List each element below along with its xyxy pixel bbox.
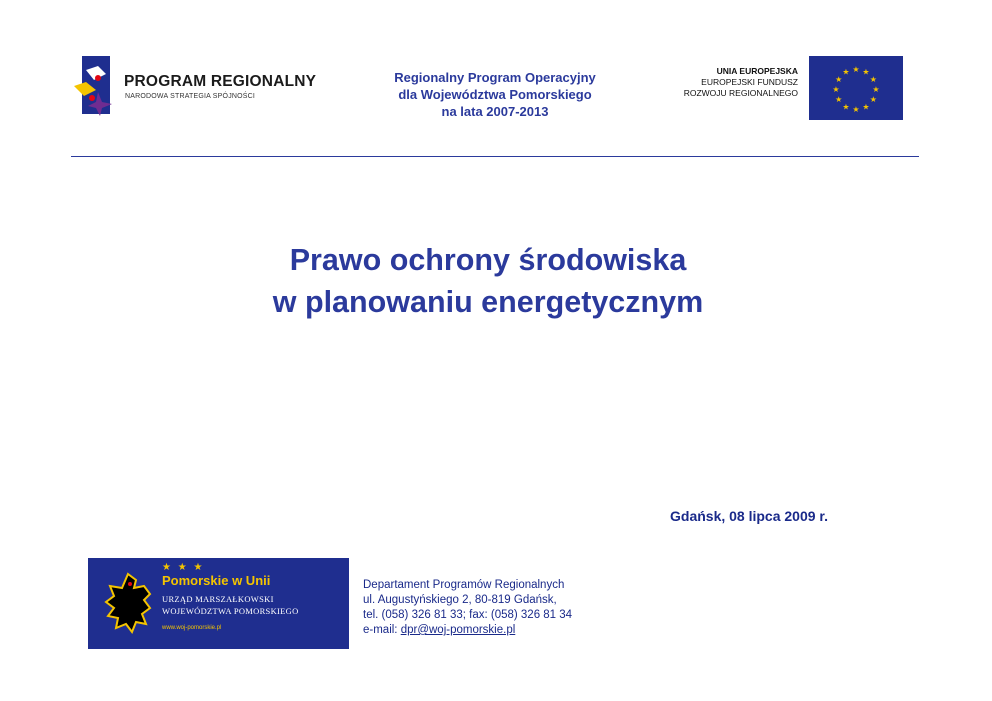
pomorskie-heading: Pomorskie w Unii — [162, 573, 271, 588]
eu-line-2: EUROPEJSKI FUNDUSZ — [701, 77, 798, 87]
eu-line-3: ROZWOJU REGIONALNEGO — [683, 88, 798, 98]
svg-text:★: ★ — [842, 102, 850, 112]
pomorskie-line-2: WOJEWÓDZTWA POMORSKIEGO — [162, 606, 299, 616]
contact-email-prefix: e-mail: — [363, 624, 401, 636]
svg-text:★: ★ — [852, 65, 860, 74]
presentation-date: Gdańsk, 08 lipca 2009 r. — [670, 508, 828, 524]
presentation-title — [0, 239, 976, 323]
pomorskie-line-1: URZĄD MARSZAŁKOWSKI — [162, 594, 274, 604]
svg-text:★: ★ — [835, 95, 843, 104]
svg-text:★: ★ — [869, 75, 877, 84]
contact-email-row — [363, 623, 572, 638]
svg-text:★: ★ — [852, 105, 860, 114]
svg-text:★: ★ — [832, 85, 840, 94]
program-logo-subtitle: NARODOWA STRATEGIA SPÓJNOŚCI — [125, 93, 256, 100]
pomorskie-logo — [88, 558, 349, 649]
svg-text:★: ★ — [862, 102, 870, 112]
contact-address: ul. Augustyńskiego 2, 80-819 Gdańsk, — [363, 594, 557, 606]
program-regionalny-emblem-icon — [72, 52, 114, 118]
contact-email-link[interactable]: dpr@woj-pomorskie.pl — [400, 624, 516, 636]
contact-block — [363, 578, 572, 638]
title-line-2: w planowaniu energetycznym — [272, 285, 704, 319]
griffin-crest-icon — [100, 570, 156, 636]
eu-fund-label — [640, 66, 798, 99]
rpo-heading — [345, 69, 645, 120]
title-line-1: Prawo ochrony środowiska — [289, 243, 687, 277]
program-regionalny-logo — [72, 52, 332, 118]
rpo-line-3: na lata 2007-2013 — [441, 104, 549, 119]
contact-phone: tel. (058) 326 81 33; fax: (058) 326 81 34 — [363, 609, 573, 621]
pomorskie-stars: ★ ★ ★ — [162, 562, 205, 573]
svg-text:★: ★ — [872, 85, 880, 94]
contact-department: Departament Programów Regionalnych — [363, 579, 565, 591]
rpo-line-2: dla Województwa Pomorskiego — [398, 87, 592, 102]
svg-text:★: ★ — [842, 67, 850, 77]
rpo-line-1: Regionalny Program Operacyjny — [394, 70, 596, 85]
svg-text:★: ★ — [835, 75, 843, 84]
pomorskie-url: www.woj-pomorskie.pl — [162, 625, 222, 631]
eu-flag-icon — [809, 56, 903, 120]
svg-text:★: ★ — [869, 95, 877, 104]
svg-text:★: ★ — [862, 67, 870, 77]
program-logo-title: PROGRAM REGIONALNY — [124, 73, 317, 90]
eu-line-1: UNIA EUROPEJSKA — [716, 66, 798, 76]
header-divider — [71, 156, 919, 157]
